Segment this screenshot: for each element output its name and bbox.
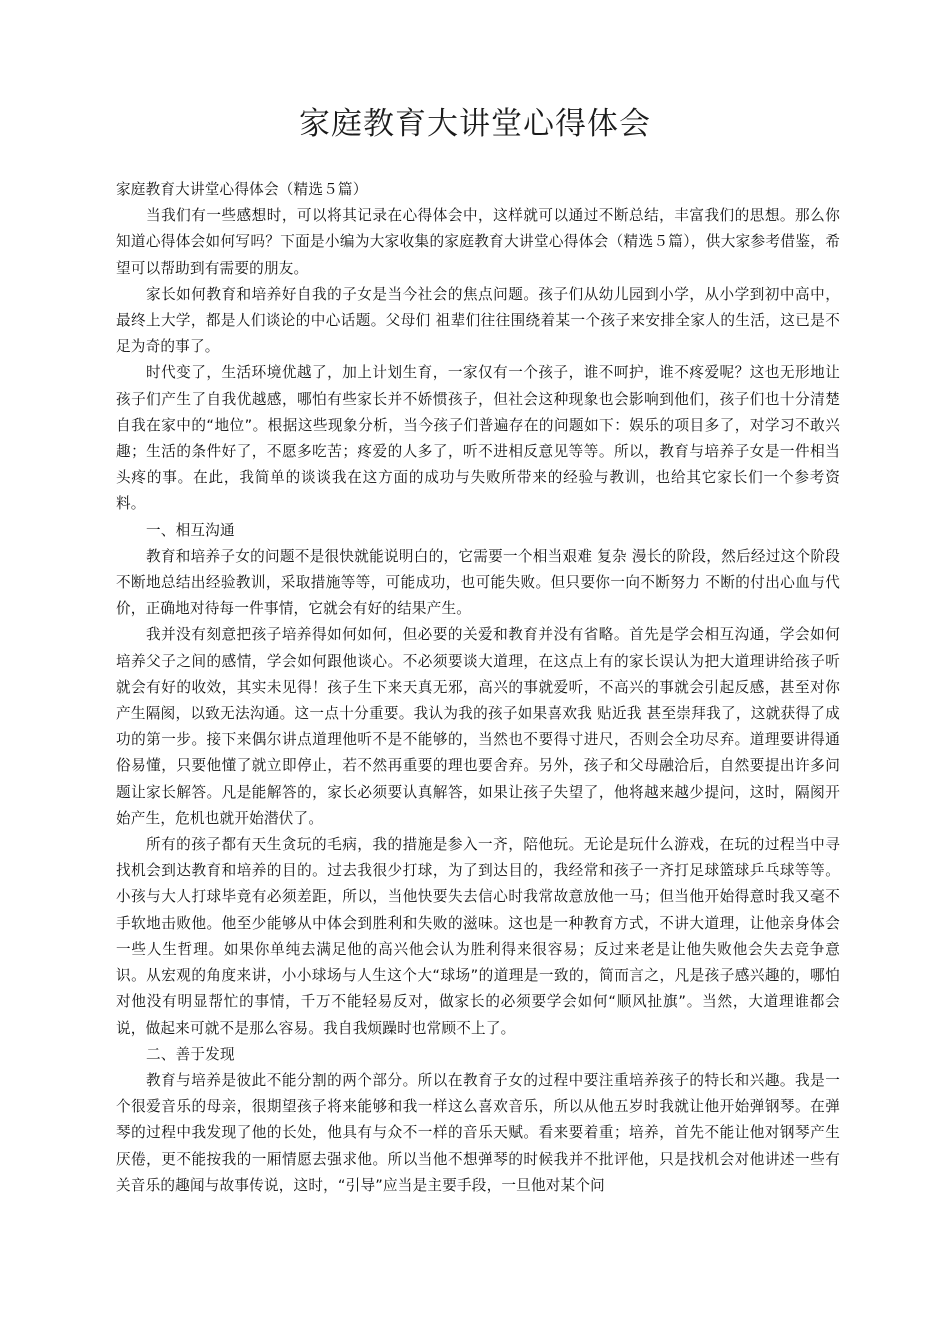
paragraph: 时代变了，生活环境优越了，加上计划生育，一家仅有一个孩子，谁不呵护，谁不疼爱呢？这也无形地让孩子们产生了自我优越感，哪怕有些家长并不娇惯孩子，但社会这种现象也会影响到他们，孩子们也十分清楚自我在家中的“地位”。根据这些现象分析，当今孩子们普遍存在的问题如下：娱乐的项目多了，对学习不敢兴趣；生活的条件好了，不愿多吃苦；疼爱的人多了，听不进相反意见等等。所以，教育与培养子女是一件相当头疼的事。在此，我简单的谈谈我在这方面的成功与失败所带来的经验与教训，也给其它家长们一个参考资料。 [116, 364, 840, 513]
document-title: 家庭教育大讲堂心得体会 [299, 106, 651, 142]
section-heading: 二、善于发现 [146, 1045, 235, 1063]
section-heading: 一、相互沟通 [146, 521, 235, 539]
paragraph: 教育与培养是彼此不能分割的两个部分。所以在教育子女的过程中要注重培养孩子的特长和兴趣。我是一个很爱音乐的母亲，很期望孩子将来能够和我一样这么喜欢音乐，所以从他五岁时我就让他开始弹钢琴。在弹琴的过程中我发现了他的长处，他具有与众不一样的音乐天赋。看来要着重；培养，首先不能让他对钢琴产生厌倦，更不能按我的一厢情愿去强求他。所以当他不想弹琴的时候我并不批评他，只是找机会对他讲述一些有关音乐的趣闻与故事传说，这时，“引导”应当是主要手段，一旦他对某个问 [116, 1071, 840, 1194]
paragraph: 家长如何教育和培养好自我的子女是当今社会的焦点问题。孩子们从幼儿园到小学，从小学到初中高中，最终上大学，都是人们谈论的中心话题。父母们 祖辈们往往围绕着某一个孩子来安排全家人的生活，这已是不足为奇的事了。 [116, 285, 840, 356]
document-body [116, 177, 840, 1199]
paragraph: 当我们有一些感想时，可以将其记录在心得体会中，这样就可以通过不断总结，丰富我们的思想。那么你知道心得体会如何写吗？下面是小编为大家收集的家庭教育大讲堂心得体会（精选５篇），供大家参考借鉴，希望可以帮助到有需要的朋友。 [116, 207, 840, 277]
paragraph: 所有的孩子都有天生贪玩的毛病，我的措施是参入一齐，陪他玩。无论是玩什么游戏，在玩的过程当中寻找机会到达教育和培养的目的。过去我很少打球，为了到达目的，我经常和孩子一齐打足球篮球乒乓球等等。小孩与大人打球毕竟有必须差距，所以，当他快要失去信心时我常故意放他一马；但当他开始得意时我又毫不手软地击败他。他至少能够从中体会到胜利和失败的滋味。这也是一种教育方式，不讲大道理，让他亲身体会一些人生哲理。如果你单纯去满足他的高兴他会认为胜利得来很容易；反过来老是让他失败他会失去竞争意识。从宏观的角度来讲，小小球场与人生这个大“球场”的道理是一致的，简而言之，凡是孩子感兴趣的，哪怕对他没有明显帮忙的事情，千万不能轻易反对，做家长的必须要学会如何“顺风扯旗”。当然，大道理谁都会说，做起来可就不是那么容易。我自我烦躁时也常顾不上了。 [116, 836, 840, 1037]
paragraph: 教育和培养子女的问题不是很快就能说明白的，它需要一个相当艰难 复杂 漫长的阶段，然后经过这个阶段不断地总结出经验教训，采取措施等等，可能成功，也可能失败。但只要你一向不断努力 不断的付出心血与代价，正确地对待每一件事情，它就会有好的结果产生。 [116, 547, 840, 618]
paragraph: 我并没有刻意把孩子培养得如何如何，但必要的关爱和教育并没有省略。首先是学会相互沟通，学会如何培养父子之间的感情，学会如何跟他谈心。不必须要谈大道理，在这点上有的家长误认为把大道理讲给孩子听就会有好的收效，其实未见得！孩子生下来天真无邪，高兴的事就爱听，不高兴的事就会引起反感，甚至对你产生隔阂，以致无法沟通。这一点十分重要。我认为我的孩子如果喜欢我 贴近我 甚至崇拜我了，这就获得了成功的第一步。接下来偶尔讲点道理他听不是不能够的，当然也不要得寸进尺，否则会全功尽弃。道理要讲得通俗易懂，只要他懂了就立即停止，若不然再重要的理也要舍弃。另外，孩子和父母融洽后，自然要提出许多问题让家长解答。凡是能解答的，家长必须要认真解答，如果让孩子失望了，他将越来越少提问，这时，隔阂开始产生，危机也就开始潜伏了。 [116, 626, 840, 827]
document-subtitle: 家庭教育大讲堂心得体会（精选５篇） [116, 181, 368, 198]
